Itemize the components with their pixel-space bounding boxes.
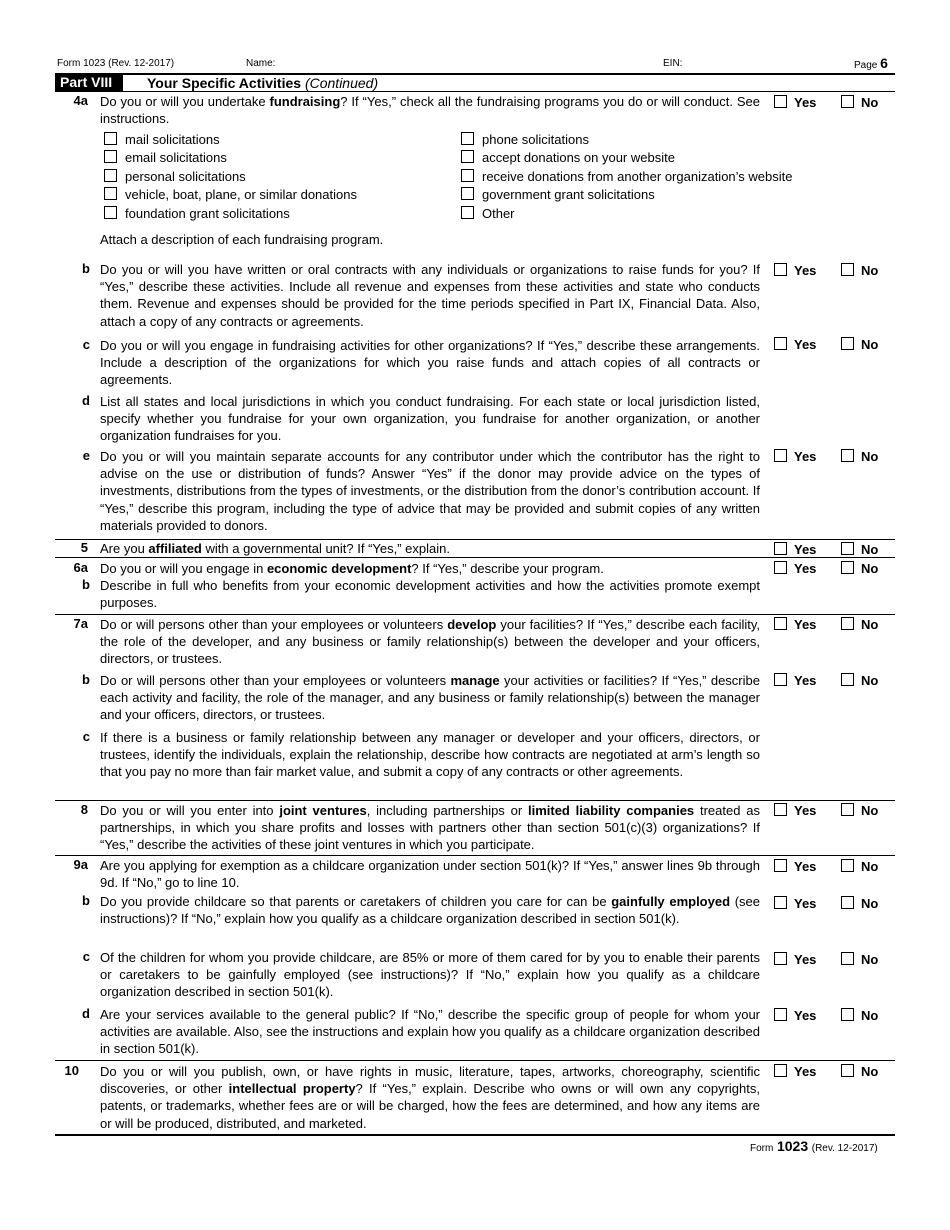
- q4a-yes[interactable]: Yes: [774, 95, 816, 110]
- q4c-no-checkbox[interactable]: [841, 337, 854, 350]
- q7b-no[interactable]: No: [841, 673, 878, 688]
- q4b-letter: b: [82, 261, 90, 276]
- option-other[interactable]: Other: [461, 206, 515, 221]
- q9b-no-checkbox[interactable]: [841, 896, 854, 909]
- q6a-number: 6a: [73, 560, 88, 575]
- q9b-letter: b: [82, 893, 90, 908]
- q6a-no[interactable]: No: [841, 561, 878, 576]
- q8-number: 8: [80, 802, 88, 817]
- q4a-attach-note: Attach a description of each fundraising program.: [100, 232, 384, 247]
- name-label: Name:: [246, 58, 276, 69]
- q4e-text: Do you or will you maintain separate accounts for any contributor under which the contributor has the right to advise on the use or distribution of funds? Answer “Yes” if the donor may provide advice on the types of investments, distributions from the types of investments, or the distribution from the donor’s contribution account. If “Yes,” describe this program, including the type of advice that may be provided and submit copies of any written materials provided to donors.: [100, 449, 760, 533]
- q5-text: Are you affiliated with a governmental unit? If “Yes,” explain.: [100, 541, 450, 556]
- q4b-yes-checkbox[interactable]: [774, 263, 787, 276]
- q9c-no-checkbox[interactable]: [841, 952, 854, 965]
- q4a-text: Do you or will you undertake fundraising? If “Yes,” check all the fundraising programs you do or will conduct. See instructions.: [100, 94, 760, 127]
- q7a-number: 7a: [73, 616, 88, 631]
- part-title-suffix: (Continued): [304, 75, 379, 91]
- rule-7-8: [55, 800, 895, 801]
- option-email-solicitations[interactable]: email solicitations: [104, 150, 227, 165]
- checkbox[interactable]: [104, 206, 117, 219]
- q9b-text: Do you provide childcare so that parents or caretakers of children you care for can be gainfully employed (see instructions)? If “No,” explain how you qualify as a childcare organization described in section 501(k).: [100, 894, 760, 927]
- q7b-text: Do or will persons other than your employees or volunteers manage your activities or facilities? If “Yes,” describe each activity and facility, the role of the manager, and any business or family relationship(s) between the manager and your officers, directors, or trustees.: [100, 673, 760, 723]
- option-website-donations[interactable]: accept donations on your website: [461, 150, 675, 165]
- page-label: Page: [854, 60, 878, 71]
- checkbox[interactable]: [461, 206, 474, 219]
- q4c-text: Do you or will you engage in fundraising activities for other organizations? If “Yes,” describe these arrangements. Include a description of the organizations for which you raise funds and attach copies of all contracts or agreements.: [100, 338, 760, 388]
- rule-6-7: [55, 614, 895, 615]
- q10-yes[interactable]: Yes: [774, 1064, 816, 1079]
- checkbox[interactable]: [104, 169, 117, 182]
- q9c-yes-checkbox[interactable]: [774, 952, 787, 965]
- q9d-text: Are your services available to the general public? If “No,” describe the specific group of people for whom your activities are available. Also, see the instructions and explain how you qualify as a childcare organization described in section 501(k).: [100, 1007, 760, 1057]
- q6b-text: Describe in full who benefits from your economic development activities and how the activities promote exempt purposes.: [100, 578, 760, 611]
- q9b-yes-checkbox[interactable]: [774, 896, 787, 909]
- q7a-no-checkbox[interactable]: [841, 617, 854, 630]
- q5-yes-checkbox[interactable]: [774, 542, 787, 555]
- q9d-no-checkbox[interactable]: [841, 1008, 854, 1021]
- rule-5-6: [55, 557, 895, 558]
- q7c-letter: c: [82, 729, 90, 744]
- q10-no[interactable]: No: [841, 1064, 878, 1079]
- q10-yes-checkbox[interactable]: [774, 1064, 787, 1077]
- q4c-no[interactable]: No: [841, 337, 878, 352]
- form-revision-label: Form 1023 (Rev. 12-2017): [57, 58, 175, 69]
- q7b-no-checkbox[interactable]: [841, 673, 854, 686]
- q4c-yes-checkbox[interactable]: [774, 337, 787, 350]
- q9c-no[interactable]: No: [841, 952, 878, 967]
- q4c-letter: c: [82, 337, 90, 352]
- footer-form-number: 1023: [776, 1138, 809, 1154]
- option-phone-solicitations[interactable]: phone solicitations: [461, 132, 589, 147]
- q6a-yes[interactable]: Yes: [774, 561, 816, 576]
- q4b-no[interactable]: No: [841, 263, 878, 278]
- footer-form-id: [750, 1138, 878, 1154]
- page-indicator: [854, 55, 888, 71]
- q4d-text: List all states and local jurisdictions in which you conduct fundraising. For each state or local jurisdiction listed, specify whether you fundraise for your own organization, you fundraise for another organization, or another organization fundraises for you.: [100, 394, 760, 444]
- q9a-number: 9a: [73, 857, 88, 872]
- q5-number: 5: [80, 540, 88, 555]
- option-personal-solicitations[interactable]: personal solicitations: [104, 169, 246, 184]
- q4d-letter: d: [82, 393, 90, 408]
- checkbox[interactable]: [461, 132, 474, 145]
- q4c-yes[interactable]: Yes: [774, 337, 816, 352]
- q4a-no[interactable]: No: [841, 95, 878, 110]
- q9a-no-checkbox[interactable]: [841, 859, 854, 872]
- q8-yes[interactable]: Yes: [774, 803, 816, 818]
- q7c-text: If there is a business or family relationship between any manager or developer and your officers, directors, or trustees, identify the individuals, explain the relationship, describe how contracts are negotiated at arm’s length so that you pay no more than fair market value, and submit a copy of any contracts or other agreements.: [100, 730, 760, 780]
- q5-no-checkbox[interactable]: [841, 542, 854, 555]
- bottom-rule: [55, 1134, 895, 1136]
- option-other-org-website[interactable]: receive donations from another organization’s website: [461, 169, 793, 184]
- q9a-no[interactable]: No: [841, 859, 878, 874]
- q10-number: 10: [64, 1063, 79, 1078]
- q4b-yes[interactable]: Yes: [774, 263, 816, 278]
- q7b-letter: b: [82, 672, 90, 687]
- part-title-text: Your Specific Activities: [147, 75, 302, 91]
- q4b-text: Do you or will you have written or oral contracts with any individuals or organizations to raise funds for you? If “Yes,” describe these activities. Include all revenue and expenses from these activities and state who conducts them. Revenue and expenses should be provided for the time periods specified in Part IX, Financial Data. Also, attach a copy of any contracts or agreements.: [100, 262, 760, 329]
- q5-no[interactable]: No: [841, 542, 878, 557]
- q4e-no[interactable]: No: [841, 449, 878, 464]
- q9d-letter: d: [82, 1006, 90, 1021]
- option-foundation-grants[interactable]: foundation grant solicitations: [104, 206, 290, 221]
- q9d-yes[interactable]: Yes: [774, 1008, 816, 1023]
- part-tag-box: [55, 74, 123, 91]
- part-title: [147, 75, 378, 91]
- part-rule: [55, 91, 895, 92]
- option-vehicle-donations[interactable]: vehicle, boat, plane, or similar donations: [104, 187, 357, 202]
- q7a-yes-checkbox[interactable]: [774, 617, 787, 630]
- q7a-yes[interactable]: Yes: [774, 617, 816, 632]
- page-number: 6: [880, 55, 888, 71]
- q8-yes-checkbox[interactable]: [774, 803, 787, 816]
- option-government-grants[interactable]: government grant solicitations: [461, 187, 655, 202]
- q4e-no-checkbox[interactable]: [841, 449, 854, 462]
- part-tag: Part VIII: [60, 74, 113, 90]
- checkbox[interactable]: [104, 150, 117, 163]
- q7b-yes[interactable]: Yes: [774, 673, 816, 688]
- q9c-yes[interactable]: Yes: [774, 952, 816, 967]
- checkbox[interactable]: [104, 132, 117, 145]
- q9c-text: Of the children for whom you provide childcare, are 85% or more of them cared for by you to enable their parents or caretakers to be gainfully employed (see instructions)? If “No,” explain how you qualify as a childcare organization described in section 501(k).: [100, 950, 760, 1000]
- q4a-yes-checkbox[interactable]: [774, 95, 787, 108]
- q6a-text: Do you or will you engage in economic development? If “Yes,” describe your program.: [100, 561, 604, 576]
- q7a-text: Do or will persons other than your employees or volunteers develop your facilities? If “Yes,” describe each facility, the role of the developer, and any business or family relationship(s) between the developer and your officers, directors, or trustees.: [100, 617, 760, 667]
- q5-yes[interactable]: Yes: [774, 542, 816, 557]
- footer-form-word: Form: [750, 1143, 774, 1154]
- q4b-no-checkbox[interactable]: [841, 263, 854, 276]
- q8-no-checkbox[interactable]: [841, 803, 854, 816]
- footer-revision: (Rev. 12-2017): [811, 1143, 878, 1154]
- q7b-yes-checkbox[interactable]: [774, 673, 787, 686]
- q8-text: Do you or will you enter into joint ventures, including partnerships or limited liability companies treated as partnerships, in which you share profits and losses with partners other than section 501(c)(3) organizations? If “Yes,” describe the activities of these joint ventures in which you participate.: [100, 803, 760, 853]
- q9a-text: Are you applying for exemption as a childcare organization under section 501(k)? If “Yes,” answer lines 9b through 9d. If “No,” go to line 10.: [100, 858, 760, 891]
- checkbox[interactable]: [461, 150, 474, 163]
- q7a-no[interactable]: No: [841, 617, 878, 632]
- q9d-yes-checkbox[interactable]: [774, 1008, 787, 1021]
- q4e-yes[interactable]: Yes: [774, 449, 816, 464]
- name-field[interactable]: [280, 55, 650, 69]
- checkbox[interactable]: [461, 187, 474, 200]
- q8-no[interactable]: No: [841, 803, 878, 818]
- q9d-no[interactable]: No: [841, 1008, 878, 1023]
- checkbox[interactable]: [104, 187, 117, 200]
- q9a-yes-checkbox[interactable]: [774, 859, 787, 872]
- q4e-letter: e: [82, 448, 90, 463]
- q9a-yes[interactable]: Yes: [774, 859, 816, 874]
- option-mail-solicitations[interactable]: mail solicitations: [104, 132, 220, 147]
- checkbox[interactable]: [461, 169, 474, 182]
- q4e-yes-checkbox[interactable]: [774, 449, 787, 462]
- rule-8-9: [55, 855, 895, 856]
- q6b-letter: b: [82, 577, 90, 592]
- q6a-yes-checkbox[interactable]: [774, 561, 787, 574]
- q4a-number: 4a: [73, 93, 88, 108]
- q9c-letter: c: [82, 949, 90, 964]
- q4a-no-checkbox[interactable]: [841, 95, 854, 108]
- ein-field[interactable]: [688, 55, 828, 69]
- rule-9-10: [55, 1060, 895, 1061]
- ein-label: EIN:: [663, 58, 683, 69]
- q10-text: Do you or will you publish, own, or have rights in music, literature, tapes, artworks, choreography, scientific discoveries, or other intellectual property? If “Yes,” explain. Describe who owns or will own any copyrights, patents, or trademarks, whether fees are or will be charged, how the fees are determined, and how any items are or will be produced, distributed, and marketed.: [100, 1064, 760, 1131]
- q9b-no[interactable]: No: [841, 896, 878, 911]
- q6a-no-checkbox[interactable]: [841, 561, 854, 574]
- q10-no-checkbox[interactable]: [841, 1064, 854, 1077]
- q9b-yes[interactable]: Yes: [774, 896, 816, 911]
